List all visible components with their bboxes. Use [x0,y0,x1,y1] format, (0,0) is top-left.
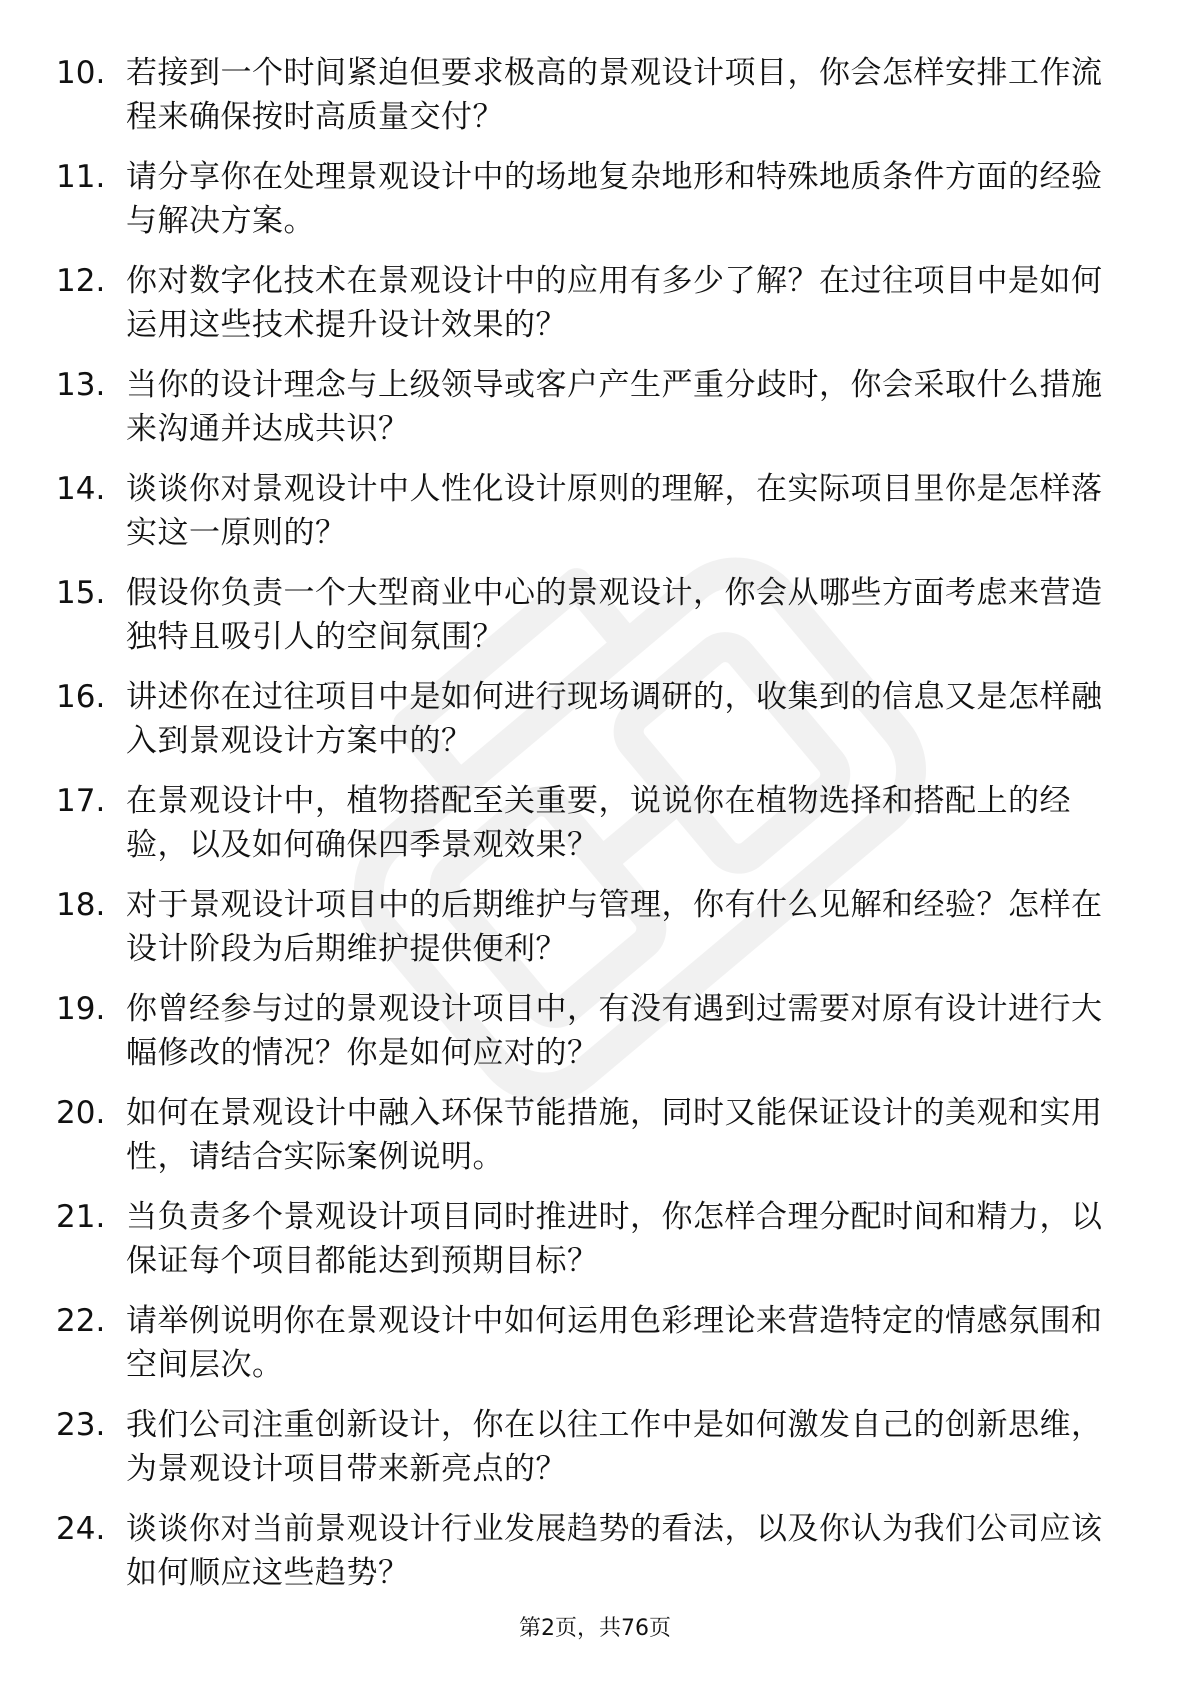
list-item [56,675,1140,779]
question-text: 若接到一个时间紧迫但要求极高的景观设计项目，你会怎样安排工作流程来确保按时高质量交付？ [126,55,1103,135]
list-item [56,1091,1140,1195]
question-number: 19. [56,991,106,1027]
question-number: 14. [56,471,106,507]
question-text: 我们公司注重创新设计，你在以往工作中是如何激发自己的创新思维，为景观设计项目带来新亮点的？ [126,1407,1103,1487]
question-number: 24. [56,1511,106,1547]
question-number: 10. [56,55,106,91]
list-item [56,1403,1140,1507]
list-item [56,1507,1140,1611]
question-text: 谈谈你对景观设计中人性化设计原则的理解，在实际项目里你是怎样落实这一原则的？ [126,471,1103,551]
question-text: 请分享你在处理景观设计中的场地复杂地形和特殊地质条件方面的经验与解决方案。 [126,159,1103,239]
list-item [56,779,1140,883]
question-number: 12. [56,263,106,299]
question-number: 13. [56,367,106,403]
list-item [56,259,1140,363]
list-item [56,51,1140,155]
question-number: 18. [56,887,106,923]
question-text: 当负责多个景观设计项目同时推进时，你怎样合理分配时间和精力，以保证每个项目都能达到预期目标？ [126,1199,1103,1279]
question-list [56,51,1140,1611]
list-item [56,883,1140,987]
question-number: 20. [56,1095,106,1131]
question-text: 假设你负责一个大型商业中心的景观设计，你会从哪些方面考虑来营造独特且吸引人的空间氛围？ [126,575,1103,655]
question-number: 22. [56,1303,106,1339]
list-item [56,571,1140,675]
list-item [56,987,1140,1091]
list-item [56,1299,1140,1403]
question-text: 当你的设计理念与上级领导或客户产生严重分歧时，你会采取什么措施来沟通并达成共识？ [126,367,1103,447]
question-number: 17. [56,783,106,819]
question-text: 你曾经参与过的景观设计项目中，有没有遇到过需要对原有设计进行大幅修改的情况？你是如何应对的？ [126,991,1103,1071]
question-number: 16. [56,679,106,715]
question-text: 在景观设计中，植物搭配至关重要，说说你在植物选择和搭配上的经验，以及如何确保四季景观效果？ [126,783,1071,863]
question-text: 谈谈你对当前景观设计行业发展趋势的看法，以及你认为我们公司应该如何顺应这些趋势？ [126,1511,1103,1591]
list-item [56,467,1140,571]
question-text: 对于景观设计项目中的后期维护与管理，你有什么见解和经验？怎样在设计阶段为后期维护提供便利？ [126,887,1103,967]
question-number: 21. [56,1199,106,1235]
question-number: 11. [56,159,106,195]
question-number: 15. [56,575,106,611]
question-text: 请举例说明你在景观设计中如何运用色彩理论来营造特定的情感氛围和空间层次。 [126,1303,1103,1383]
page-number-footer: 第2页，共76页 [519,1616,671,1641]
question-text: 如何在景观设计中融入环保节能措施，同时又能保证设计的美观和实用性，请结合实际案例说明。 [126,1095,1103,1175]
list-item [56,363,1140,467]
question-number: 23. [56,1407,106,1443]
list-item [56,155,1140,259]
list-item [56,1195,1140,1299]
question-text: 讲述你在过往项目中是如何进行现场调研的，收集到的信息又是怎样融入到景观设计方案中的？ [126,679,1103,759]
question-text: 你对数字化技术在景观设计中的应用有多少了解？在过往项目中是如何运用这些技术提升设计效果的？ [126,263,1103,343]
